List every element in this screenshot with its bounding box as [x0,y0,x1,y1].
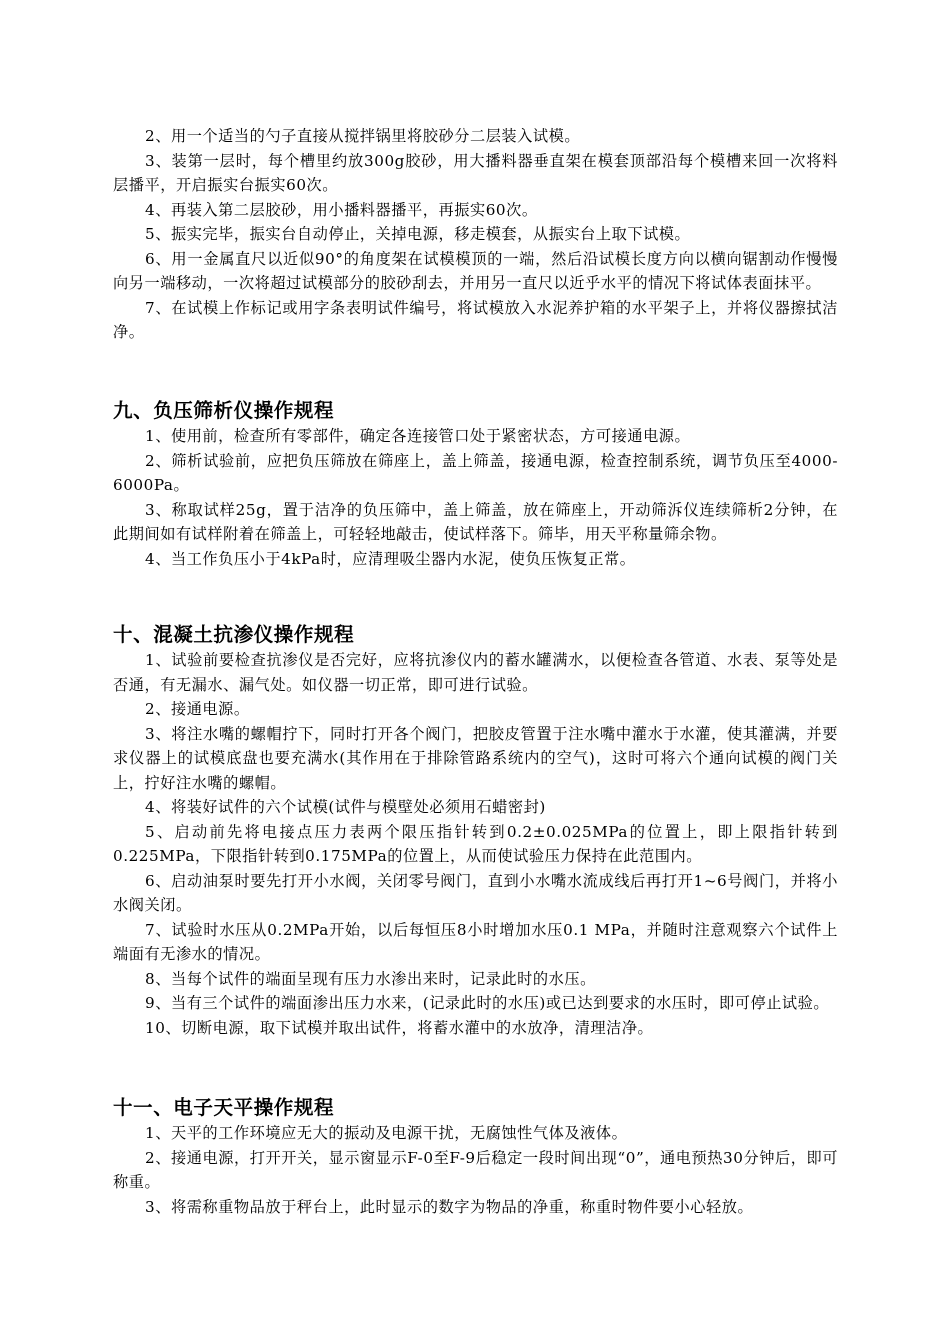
section-heading: 十、混凝土抗渗仪操作规程 [113,623,355,646]
section-body [113,648,838,1040]
paragraph: 1、天平的工作环境应无大的振动及电源干扰，无腐蚀性气体及液体。 [145,1124,628,1142]
paragraph: 2、筛析试验前，应把负压筛放在筛座上，盖上筛盖，接通电源，检查控制系统，调节负压至4000-6000Pa。 [113,451,838,494]
paragraph: 3、装第一层时，每个槽里约放300g胶砂，用大播料器垂直架在模套顶部沿每个模槽来回一次将料层播平，开启振实台振实60次。 [113,151,838,194]
section-heading: 十一、电子天平操作规程 [113,1096,335,1119]
paragraph: 4、将装好试件的六个试模(试件与模壁处必须用石蜡密封) [145,798,546,816]
paragraph: 6、启动油泵时要先打开小水阀，关闭零号阀门，直到小水嘴水流成线后再打开1~6号阀门，并将小水阀关闭。 [113,871,838,914]
paragraph: 2、接通电源，打开开关，显示窗显示F-0至F-9后稳定一段时间出现“0”，通电预热30分钟后，即可称重。 [113,1148,838,1191]
paragraph: 4、再装入第二层胶砂，用小播料器播平，再振实60次。 [145,200,538,219]
paragraph: 3、称取试样25g，置于洁净的负压筛中，盖上筛盖，放在筛座上，开动筛泝仪连续筛析2分钟，在此期间如有试样附着在筛盖上，可轻轻地敲击，使试样落下。筛毕，用天平称量筛余物。 [113,500,838,543]
section-heading: 九、负压筛析仪操作规程 [113,399,335,422]
paragraph: 5、启动前先将电接点压力表两个限压指针转到0.2±0.025MPa的位置上，即上限指针转到0.225MPa，下限指针转到0.175MPa的位置上，从而使试验压力保持在此范围内。 [113,822,838,865]
paragraph: 3、将需称重物品放于秤台上，此时显示的数字为物品的净重，称重时物件要小心轻放。 [145,1197,754,1216]
procedure-block [113,124,838,345]
paragraph: 3、将注水嘴的螺帽拧下，同时打开各个阀门，把胶皮管置于注水嘴中灌水于水灌，使其灌满，并要求仪器上的试模底盘也要充满水(其作用在于排除管路系统内的空气)，这时可将六个通向试模的阀门关上，拧好注水嘴的螺帽。 [113,724,838,792]
paragraph: 6、用一金属直尺以近似90°的角度架在试模模顶的一端，然后沿试模长度方向以横向锯割动作慢慢向另一端移动，一次将超过试模部分的胶砂刮去，并用另一直尺以近乎水平的情况下将试体表面抹平。 [113,249,838,292]
section-body [113,1121,838,1219]
paragraph: 7、在试模上作标记或用字条表明试件编号，将试模放入水泥养护箱的水平架子上，并将仪器擦拭洁净。 [113,298,838,341]
paragraph: 9、当有三个试件的端面渗出压力水来，(记录此时的水压)或已达到要求的水压时，即可停止试验。 [145,994,830,1012]
paragraph: 4、当工作负压小于4kPa时，应清理吸尘器内水泥，使负压恢复正常。 [145,549,636,568]
paragraph: 1、试验前要检查抗渗仪是否完好，应将抗渗仪内的蓄水罐满水，以便检查各管道、水表、泵等处是否通，有无漏水、漏气处。如仪器一切正常，即可进行试验。 [113,651,838,694]
paragraph: 2、接通电源。 [145,700,250,718]
paragraph: 8、当每个试件的端面呈现有压力水渗出来时，记录此时的水压。 [145,969,596,988]
section-body [113,424,838,571]
paragraph: 7、试验时水压从0.2MPa开始，以后每恒压8小时增加水压0.1 MPa，并随时注意观察六个试件上端面有无渗水的情况。 [113,920,838,963]
paragraph: 10、切断电源，取下试模并取出试件，将蓄水灌中的水放净，清理洁净。 [145,1018,654,1037]
paragraph: 1、使用前，检查所有零部件，确定各连接管口处于紧密状态，方可接通电源。 [145,427,691,445]
paragraph: 5、振实完毕，振实台自动停止，关掉电源，移走模套，从振实台上取下试模。 [145,225,691,243]
paragraph: 2、用一个适当的勺子直接从搅拌锅里将胶砂分二层装入试模。 [145,127,581,145]
